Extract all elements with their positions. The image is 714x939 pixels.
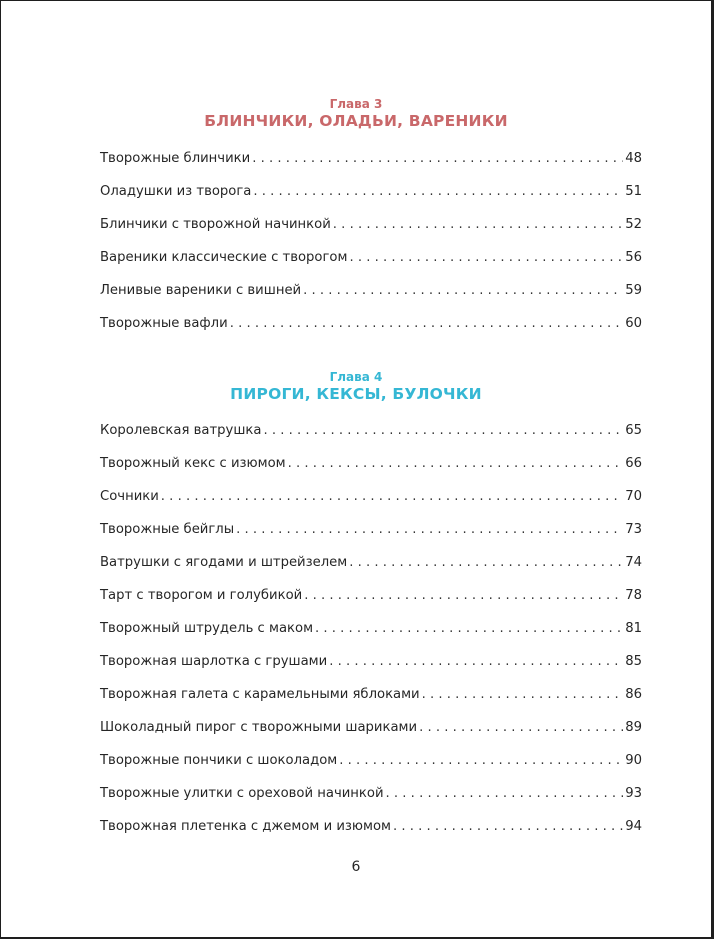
toc-entry-title: Шоколадный пирог с творожными шариками — [100, 720, 418, 735]
dot-leader — [329, 654, 623, 669]
toc-entry[interactable] — [100, 489, 642, 522]
dot-leader — [419, 720, 623, 735]
dot-leader — [339, 753, 623, 768]
toc-entry-page: 56 — [625, 250, 642, 265]
toc-entry-page: 51 — [625, 184, 642, 199]
dot-leader — [230, 316, 624, 331]
chapter-3-toc — [100, 151, 642, 349]
toc-entry-page: 74 — [625, 555, 642, 570]
toc-entry-title: Творожные бейглы — [100, 522, 235, 537]
toc-entry-page: 90 — [625, 753, 642, 768]
toc-entry[interactable] — [100, 250, 642, 283]
toc-entry-title: Королевская ватрушка — [100, 423, 262, 438]
toc-entry-title: Тарт с творогом и голубикой — [100, 588, 303, 603]
toc-entry[interactable] — [100, 217, 642, 250]
dot-leader — [393, 819, 623, 834]
toc-entry-page: 89 — [625, 720, 642, 735]
toc-entry[interactable] — [100, 456, 642, 489]
toc-entry-title: Ленивые вареники с вишней — [100, 283, 302, 298]
dot-leader — [161, 489, 623, 504]
toc-entry-title: Творожный штрудель с маком — [100, 621, 314, 636]
toc-entry-page: 59 — [625, 283, 642, 298]
toc-entry-title: Творожный кекс с изюмом — [100, 456, 286, 471]
toc-entry[interactable] — [100, 720, 642, 753]
toc-entry-title: Творожная галета с карамельными яблоками — [100, 687, 420, 702]
dot-leader — [304, 588, 623, 603]
toc-entry-title: Творожные пончики с шоколадом — [100, 753, 338, 768]
toc-entry[interactable] — [100, 819, 642, 852]
toc-entry-title: Творожные улитки с ореховой начинкой — [100, 786, 384, 801]
toc-entry-page: 60 — [625, 316, 642, 331]
chapter-label: Глава 4 — [329, 370, 383, 384]
toc-entry-title: Ватрушки с ягодами и штрейзелем — [100, 555, 348, 570]
toc-entry[interactable] — [100, 621, 642, 654]
dot-leader — [349, 250, 623, 265]
toc-entry[interactable] — [100, 151, 642, 184]
toc-entry[interactable] — [100, 522, 642, 555]
dot-leader — [315, 621, 623, 636]
dot-leader — [303, 283, 623, 298]
dot-leader — [253, 184, 623, 199]
toc-entry[interactable] — [100, 786, 642, 819]
chapter-4-heading — [1, 370, 711, 404]
toc-entry[interactable] — [100, 423, 642, 456]
toc-entry-page: 81 — [625, 621, 642, 636]
toc-entry-page: 48 — [625, 151, 642, 166]
page-number: 6 — [351, 859, 361, 875]
toc-entry[interactable] — [100, 184, 642, 217]
dot-leader — [288, 456, 624, 471]
toc-entry-page: 52 — [625, 217, 642, 232]
toc-entry-title: Блинчики с творожной начинкой — [100, 217, 331, 232]
toc-entry-page: 85 — [625, 654, 642, 669]
toc-entry-title: Творожная шарлотка с грушами — [100, 654, 328, 669]
toc-entry-title: Сочники — [100, 489, 159, 504]
toc-entry[interactable] — [100, 687, 642, 720]
dot-leader — [386, 786, 624, 801]
chapter-title: БЛИНЧИКИ, ОЛАДЬИ, ВАРЕНИКИ — [204, 112, 508, 130]
toc-entry-page: 86 — [625, 687, 642, 702]
dot-leader — [263, 423, 623, 438]
toc-entry-title: Творожные вафли — [100, 316, 228, 331]
toc-entry-page: 70 — [625, 489, 642, 504]
chapter-3-heading — [1, 97, 711, 131]
toc-entry[interactable] — [100, 555, 642, 588]
toc-entry-page: 93 — [625, 786, 642, 801]
dot-leader — [236, 522, 623, 537]
toc-entry-title: Творожная плетенка с джемом и изюмом — [100, 819, 391, 834]
chapter-label: Глава 3 — [329, 97, 383, 111]
toc-entry[interactable] — [100, 753, 642, 786]
toc-entry-page: 73 — [625, 522, 642, 537]
toc-entry[interactable] — [100, 588, 642, 621]
dot-leader — [349, 555, 623, 570]
dot-leader — [422, 687, 624, 702]
toc-entry-page: 66 — [625, 456, 642, 471]
toc-entry[interactable] — [100, 283, 642, 316]
toc-entry-page: 65 — [625, 423, 642, 438]
chapter-title: ПИРОГИ, КЕКСЫ, БУЛОЧКИ — [230, 385, 482, 403]
toc-entry-title: Оладушки из творога — [100, 184, 252, 199]
dot-leader — [333, 217, 623, 232]
dot-leader — [252, 151, 623, 166]
chapter-4-toc — [100, 423, 642, 852]
toc-entry-page: 94 — [625, 819, 642, 834]
toc-entry-title: Вареники классические с творогом — [100, 250, 348, 265]
toc-entry-title: Творожные блинчики — [100, 151, 251, 166]
book-page — [1, 1, 711, 937]
toc-entry[interactable] — [100, 316, 642, 349]
toc-entry-page: 78 — [625, 588, 642, 603]
toc-entry[interactable] — [100, 654, 642, 687]
